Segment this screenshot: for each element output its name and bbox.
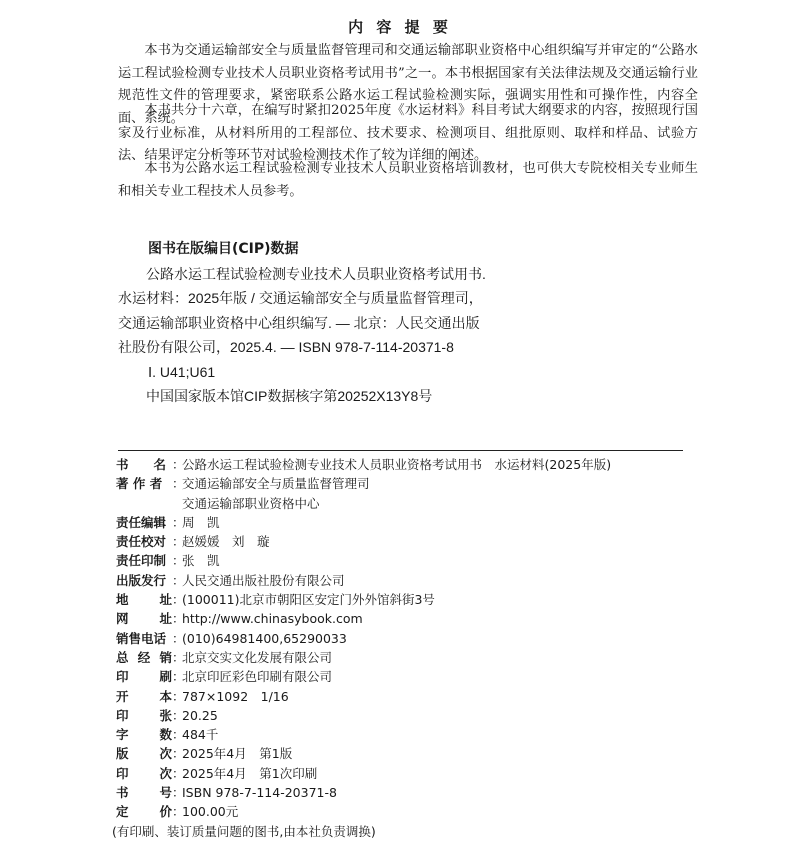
label-price [116, 802, 172, 821]
label-editor: 责任编辑 [116, 514, 167, 530]
label-char: 印 [116, 707, 129, 723]
value-print-manager: 张 凯 [182, 553, 220, 569]
label-book-title: 书 名 [116, 457, 167, 472]
quality-notice: (有印刷、装订质量问题的图书,由本社负责调换) [112, 823, 376, 839]
label-char: 数 [159, 727, 172, 743]
label-char: 总 [116, 649, 129, 665]
label-char: 定 [116, 804, 129, 820]
colophon-row-printer: 印 刷 ： 北京印匠彩色印刷有限公司 [116, 667, 696, 686]
value-edition: 2025年4月 第1版 [182, 746, 293, 762]
label-char: 开 [116, 688, 129, 704]
label-printer [116, 667, 172, 686]
label-char: 书 [116, 785, 129, 801]
label-char: 址 [159, 611, 172, 627]
colophon-row-publisher: 出版发行 ： 人民交通出版社股份有限公司 [116, 571, 696, 590]
value-printer: 北京印匠彩色印刷有限公司 [182, 669, 333, 685]
value-editor: 周 凯 [182, 514, 220, 530]
value-distributor: 北京交实文化发展有限公司 [182, 649, 333, 665]
cip-block [118, 262, 488, 408]
cip-classification: Ⅰ. U41;U61 [148, 363, 216, 380]
cip-title: 图书在版编目(CIP)数据 [148, 241, 299, 257]
label-char: 张 [159, 707, 172, 723]
label-char: 号 [159, 785, 172, 801]
label-distributor [116, 648, 172, 667]
colophon-row-format: 开 本 ： 787×1092 1/16 [116, 687, 696, 706]
label-char: 网 [116, 611, 129, 627]
label-char: 次 [159, 746, 172, 762]
label-phone: 销售电话 [116, 630, 167, 646]
value-format: 787×1092 1/16 [182, 688, 289, 704]
label-char: 价 [159, 804, 172, 820]
colophon-row-author-2 [116, 494, 696, 513]
label-char: 版 [116, 746, 129, 762]
label-char: 经 [137, 649, 151, 665]
label-char: 销 [159, 649, 172, 665]
colophon-row-address: 地 址 ： (100011)北京市朝阳区安定门外外馆斜街3号 [116, 590, 696, 609]
colophon-row-impression: 印 次 ： 2025年4月 第1次印刷 [116, 764, 696, 783]
label-publisher: 出版发行 [116, 572, 167, 588]
label-isbn [116, 783, 172, 802]
colophon-row-proofreader: 责任校对 ： 赵媛媛 刘 璇 [116, 532, 696, 551]
colophon-block [112, 455, 696, 841]
label-char: 字 [116, 727, 129, 743]
label-char: 地 [116, 592, 129, 608]
summary-paragraph-3 [118, 158, 698, 203]
value-author-1: 交通运输部安全与质量监督管理司 [182, 476, 370, 492]
cip-description: 公路水运工程试验检测专业技术人员职业资格考试用书. 水运材料：2025年版 / 交通运输部安全与质量监督管理司，交通运输部职业资格中心组织编写. — 北京：人民交通出版社股份有限公司，2025.4. — ISBN 978-7-114-20371-8 [118, 266, 486, 356]
summary-text-1: 本书为交通运输部安全与质量监督管理司和交通运输部职业资格中心组织编写并审定的“公路水运工程试验检测专业技术人员职业资格考试用书”之一。本书根据国家有关法律法规及交通运输行业规范性文件的管理要求，紧密联系公路水运工程试验检测实际，强调实用性和可操作性，内容全面、系统。 [118, 43, 698, 126]
colophon-row-website: 网 址 ： http://www.chinasybook.com [116, 609, 696, 628]
label-char: 址 [159, 592, 172, 608]
colophon-row-print-manager: 责任印制 ： 张 凯 [116, 551, 696, 570]
colophon-row-words: 字 数 ： 484千 [116, 725, 696, 744]
label-sheets [116, 706, 172, 725]
value-publisher: 人民交通出版社股份有限公司 [182, 572, 345, 588]
value-impression: 2025年4月 第1次印刷 [182, 765, 318, 781]
value-book-title: 公路水运工程试验检测专业技术人员职业资格考试用书 水运材料(2025年版) [182, 457, 612, 472]
label-author: 著 作 者 [116, 476, 163, 492]
value-author-2: 交通运输部职业资格中心 [182, 495, 320, 511]
value-price: 100.00元 [182, 804, 239, 820]
value-sheets: 20.25 [182, 707, 218, 723]
label-proofreader: 责任校对 [116, 534, 167, 550]
label-website [116, 609, 172, 628]
page-title: 内 容 提 要 [348, 18, 452, 36]
summary-text-3: 本书为公路水运工程试验检测专业技术人员职业资格培训教材，也可供大专院校相关专业师生和相关专业工程技术人员参考。 [118, 161, 698, 199]
colophon-row-title: 书 名 ： 公路水运工程试验检测专业技术人员职业资格考试用书 水运材料(2025年版) [116, 455, 696, 474]
colophon-row-edition: 版 次 ： 2025年4月 第1版 [116, 744, 696, 763]
label-format [116, 687, 172, 706]
label-char: 印 [116, 669, 129, 685]
label-address [116, 590, 172, 609]
value-address: (100011)北京市朝阳区安定门外外馆斜街3号 [182, 592, 435, 608]
label-impression [116, 764, 172, 783]
label-char: 本 [159, 688, 172, 704]
value-isbn: ISBN 978-7-114-20371-8 [182, 785, 337, 801]
colophon-row-phone: 销售电话 ： (010)64981400,65290033 [116, 629, 696, 648]
divider-line [118, 450, 683, 451]
label-print-manager: 责任印制 [116, 553, 167, 569]
summary-text-2: 本书共分十六章，在编写时紧扣2025年度《水运材料》科目考试大纲要求的内容，按照现行国家及行业标准，从材料所用的工程部位、技术要求、检测项目、组批原则、取样和样品、试验方法、结果评定分析等环节对试验检测技术作了较为详细的阐述。 [118, 103, 698, 163]
colophon-row-isbn: 书 号 ： ISBN 978-7-114-20371-8 [116, 783, 696, 802]
colophon-row-author: 著 作 者 ： 交通运输部安全与质量监督管理司 [116, 474, 696, 493]
label-char: 刷 [159, 669, 172, 685]
colophon-row-editor: 责任编辑 ： 周 凯 [116, 513, 696, 532]
value-phone: (010)64981400,65290033 [182, 630, 347, 646]
label-char: 次 [159, 765, 172, 781]
label-char: 印 [116, 765, 129, 781]
colophon-row-price: 定 价 ： 100.00元 [116, 802, 696, 821]
label-words [116, 725, 172, 744]
value-proofreader: 赵媛媛 刘 璇 [182, 534, 270, 550]
colophon-row-notice [112, 822, 696, 841]
value-website: http://www.chinasybook.com [182, 611, 363, 627]
value-words: 484千 [182, 727, 219, 743]
colophon-row-distributor: 总 经 销 ： 北京交实文化发展有限公司 [116, 648, 696, 667]
colophon-row-sheets: 印 张 ： 20.25 [116, 706, 696, 725]
cip-record-number: 中国国家版本馆CIP数据核字第20252X13Y8号 [146, 388, 433, 405]
label-edition [116, 744, 172, 763]
